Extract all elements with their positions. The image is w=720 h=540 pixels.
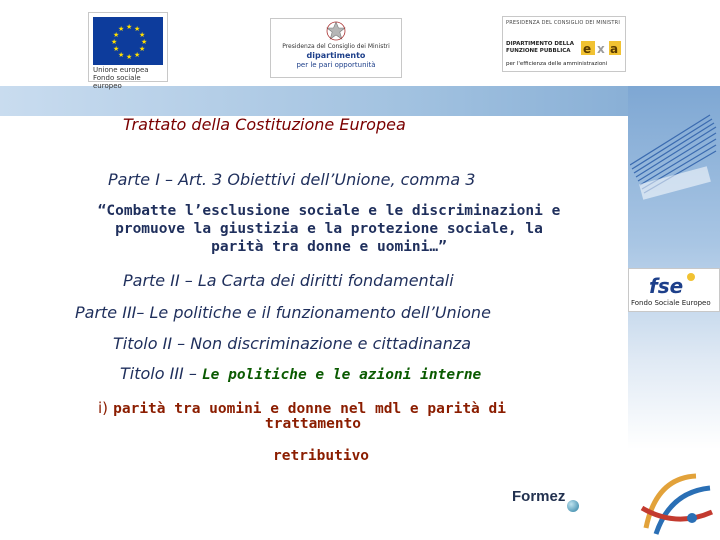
quote-line-1: “Combatte l’esclusione sociale e le discriminazioni e (97, 203, 561, 219)
eu-logo (88, 12, 168, 90)
formez-dot-icon (567, 500, 579, 512)
slide-title: Trattato della Costituzione Europea (123, 115, 406, 134)
item-i-line2: trattamento (265, 416, 362, 432)
titolo2-heading: Titolo II – Non discriminazione e cittadinanza (113, 334, 472, 353)
dpo-line2: dipartimento (306, 51, 366, 60)
part1-heading: Parte I – Art. 3 Obiettivi dell’Unione, comma 3 (108, 170, 476, 189)
svg-text:★: ★ (113, 31, 120, 39)
dfp-line2a: DIPARTIMENTO DELLA (506, 41, 574, 47)
titolo3-rest: Le politiche e le azioni interne (201, 367, 482, 383)
dpo-line3: per le pari opportunità (296, 61, 376, 69)
eu-logo-name: Unione europea (93, 66, 149, 74)
item-i-prefix: i) (98, 399, 109, 417)
decorative-lines-graphic (630, 105, 718, 215)
svg-text:x: x (597, 42, 605, 56)
svg-text:★: ★ (126, 53, 133, 61)
dpo-line1: Presidenza del Consiglio dei Ministri (282, 43, 390, 50)
quote-line-2: promuove la giustizia e la protezione sociale, la (115, 221, 543, 237)
svg-text:★: ★ (118, 51, 125, 59)
svg-text:★: ★ (139, 31, 146, 39)
svg-text:★: ★ (134, 25, 141, 33)
svg-text:★: ★ (113, 45, 120, 53)
fse-caption: Fondo Sociale Europeo (631, 299, 711, 307)
svg-text:a: a (610, 42, 619, 56)
part3-heading: Parte III– Le politiche e il funzionamento dell’Unione (75, 303, 491, 322)
dfp-line2b: FUNZIONE PUBBLICA (506, 48, 571, 54)
dfp-line1: PRESIDENZA DEL CONSIGLIO DEI MINISTRI (506, 20, 620, 26)
fse-logo (628, 268, 720, 312)
svg-text:★: ★ (134, 51, 141, 59)
eu-logo-subtitle: Fondo sociale europeo (93, 74, 141, 90)
efficienza-mark-icon (579, 37, 623, 57)
pari-opportunita-logo (270, 18, 402, 78)
svg-text:★: ★ (118, 25, 125, 33)
colored-rings-graphic (636, 468, 716, 538)
titolo3-prefix: Titolo III – (120, 364, 197, 383)
formez-logo: Formez (512, 488, 566, 505)
svg-text:★: ★ (141, 38, 148, 46)
svg-text:e: e (583, 42, 592, 56)
svg-text:★: ★ (126, 23, 133, 31)
eu-flag-icon (93, 17, 163, 65)
svg-text:fse: fse (649, 274, 684, 298)
part2-heading: Parte II – La Carta dei diritti fondamentali (123, 271, 454, 290)
header-blue-stripe (0, 86, 720, 116)
item-i-text1: parità tra uomini e donne nel mdl e parità di (113, 401, 506, 417)
titolo3-heading (120, 364, 481, 383)
item-i-line3: retributivo (273, 448, 370, 464)
quote-line-3: parità tra donne e uomini…” (211, 239, 447, 255)
italian-emblem-icon (325, 21, 347, 41)
quote-block (74, 202, 584, 256)
dfp-line3: per l'efficienza delle amministrazioni (506, 61, 608, 67)
funzione-pubblica-logo (502, 16, 626, 72)
svg-text:★: ★ (111, 38, 118, 46)
svg-text:★: ★ (139, 45, 146, 53)
fse-mark-icon (647, 271, 703, 299)
item-i-line1 (98, 398, 506, 417)
